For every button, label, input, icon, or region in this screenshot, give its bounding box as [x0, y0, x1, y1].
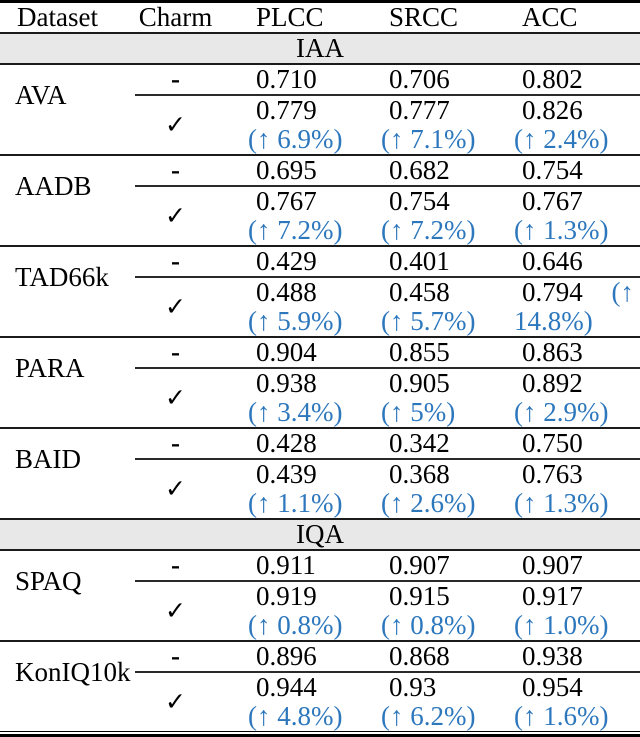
dataset-group — [0, 65, 640, 156]
dataset-name: AADB — [15, 170, 92, 201]
charm-value-line — [389, 582, 506, 611]
charm-metric-cell — [373, 96, 506, 154]
table-header-row — [0, 3, 640, 34]
dataset-name: KonIQ10k — [15, 656, 131, 687]
improvement-pct: (↑ 2.6%) — [381, 488, 476, 518]
improvement-pct: (↑ 1.6%) — [514, 701, 609, 731]
dataset-group — [0, 429, 640, 520]
dataset-group-metrics — [135, 551, 640, 640]
header-cell-plcc: PLCC — [256, 2, 324, 32]
checkmark-icon: ✓ — [165, 689, 186, 716]
charm-metric-cell — [373, 582, 506, 640]
improvement-pct: (↑ 3.4%) — [248, 397, 343, 427]
charm-value-line — [389, 369, 506, 398]
dataset-name: SPAQ — [15, 565, 82, 596]
dataset-name: PARA — [15, 352, 85, 383]
charm-metric-cell — [373, 369, 506, 427]
improvement-pct: (↑ 0.8%) — [248, 610, 343, 640]
charm-value-line — [522, 582, 640, 611]
charm-metric-cell — [240, 673, 373, 731]
dataset-name: BAID — [15, 443, 81, 474]
charm-metric-cell — [240, 187, 373, 245]
baseline-row — [135, 65, 640, 94]
charm-value: 0.892 — [522, 368, 583, 398]
dataset-group-metrics — [135, 247, 640, 336]
charm-value: 0.954 — [522, 672, 583, 702]
charm-value-line — [389, 278, 506, 307]
dataset-group-metrics — [135, 429, 640, 518]
charm-value: 0.938 — [256, 368, 317, 398]
baseline-srcc-value: 0.401 — [389, 246, 450, 276]
baseline-acc-value: 0.750 — [522, 428, 583, 458]
baseline-acc-value: 0.938 — [522, 641, 583, 671]
charm-value-line — [522, 187, 640, 216]
charm-value: 0.777 — [389, 95, 450, 125]
charm-value-line — [256, 673, 373, 702]
charm-row — [135, 460, 640, 518]
charm-value-line — [256, 187, 373, 216]
dataset-group-metrics — [135, 156, 640, 245]
improvement-pct: (↑ 1.3%) — [514, 215, 609, 245]
header-cell-acc: ACC — [522, 2, 578, 32]
section-band-iaa: IAA — [0, 34, 640, 65]
charm-metric-cell — [373, 187, 506, 245]
improvement-pct: (↑ 7.2%) — [381, 215, 476, 245]
charm-value: 0.368 — [389, 459, 450, 489]
charm-row — [135, 673, 640, 731]
dataset-name: AVA — [15, 79, 67, 110]
charm-metric-cell — [506, 460, 640, 518]
charm-row — [135, 369, 640, 427]
baseline-plcc-value: 0.429 — [256, 246, 317, 276]
baseline-srcc-value: 0.868 — [389, 641, 450, 671]
charm-value-line — [522, 673, 640, 702]
charm-metric-cell — [506, 187, 640, 245]
charm-value-line — [389, 673, 506, 702]
charm-value: 0.763 — [522, 459, 583, 489]
charm-value-line — [522, 96, 640, 125]
baseline-srcc-value: 0.706 — [389, 64, 450, 94]
improvement-pct: (↑ 1.1%) — [248, 488, 343, 518]
baseline-plcc-value: 0.904 — [256, 337, 317, 367]
charm-value-line — [522, 278, 640, 307]
dataset-group — [0, 156, 640, 247]
improvement-pct: (↑ 6.9%) — [248, 124, 343, 154]
charm-value: 0.488 — [256, 277, 317, 307]
charm-value: 0.767 — [256, 186, 317, 216]
dataset-group — [0, 338, 640, 429]
charm-metric-cell — [373, 278, 506, 336]
baseline-acc-value: 0.754 — [522, 155, 583, 185]
improvement-pct: (↑ 7.2%) — [248, 215, 343, 245]
dataset-group-metrics — [135, 65, 640, 154]
charm-row — [135, 96, 640, 154]
header-cell-charm: Charm — [138, 2, 213, 32]
charm-value: 0.944 — [256, 672, 317, 702]
charm-metric-cell — [506, 96, 640, 154]
charm-value-line — [522, 460, 640, 489]
baseline-plcc-value: 0.428 — [256, 428, 317, 458]
baseline-srcc-value: 0.907 — [389, 550, 450, 580]
charm-value-line — [256, 460, 373, 489]
checkmark-icon: ✓ — [165, 203, 186, 230]
charm-metric-cell — [506, 278, 640, 336]
dataset-group — [0, 247, 640, 338]
charm-metric-cell — [240, 278, 373, 336]
baseline-row — [135, 551, 640, 580]
charm-value-line — [256, 278, 373, 307]
baseline-plcc-value: 0.911 — [256, 550, 316, 580]
charm-value: 0.917 — [522, 581, 583, 611]
charm-value: 0.439 — [256, 459, 317, 489]
charm-value-line — [522, 369, 640, 398]
charm-value: 0.754 — [389, 186, 450, 216]
baseline-plcc-value: 0.896 — [256, 641, 317, 671]
checkmark-icon: ✓ — [165, 294, 186, 321]
improvement-pct: (↑ 1.0%) — [514, 610, 609, 640]
charm-absent-mark: - — [171, 64, 180, 94]
charm-value-line — [389, 96, 506, 125]
improvement-pct: (↑ 7.1%) — [381, 124, 476, 154]
baseline-row — [135, 247, 640, 276]
baseline-plcc-value: 0.695 — [256, 155, 317, 185]
header-cell-dataset: Dataset — [17, 2, 98, 32]
charm-absent-mark: - — [171, 428, 180, 458]
baseline-srcc-value: 0.342 — [389, 428, 450, 458]
charm-metric-cell — [373, 460, 506, 518]
baseline-row — [135, 642, 640, 671]
charm-absent-mark: - — [171, 550, 180, 580]
charm-metric-cell — [240, 582, 373, 640]
charm-value: 0.905 — [389, 368, 450, 398]
charm-metric-cell — [506, 582, 640, 640]
header-cell-srcc: SRCC — [389, 2, 459, 32]
improvement-pct: (↑ 0.8%) — [381, 610, 476, 640]
baseline-srcc-value: 0.855 — [389, 337, 450, 367]
dataset-group — [0, 642, 640, 731]
checkmark-icon: ✓ — [165, 385, 186, 412]
checkmark-icon: ✓ — [165, 598, 186, 625]
charm-absent-mark: - — [171, 246, 180, 276]
charm-value: 0.779 — [256, 95, 317, 125]
improvement-pct: (↑ 4.8%) — [248, 701, 343, 731]
dataset-group — [0, 551, 640, 642]
charm-row — [135, 278, 640, 336]
improvement-pct: (↑ 2.9%) — [514, 397, 609, 427]
checkmark-icon: ✓ — [165, 476, 186, 503]
table-body — [0, 34, 640, 731]
baseline-acc-value: 0.863 — [522, 337, 583, 367]
charm-metric-cell — [240, 369, 373, 427]
charm-value: 0.826 — [522, 95, 583, 125]
dataset-name: TAD66k — [15, 261, 109, 292]
charm-value: 0.794 — [522, 277, 583, 307]
charm-value-line — [256, 369, 373, 398]
improvement-pct: (↑ 5.7%) — [381, 306, 476, 336]
charm-metric-cell — [240, 96, 373, 154]
improvement-pct-inline: (↑ — [611, 277, 634, 307]
baseline-row — [135, 338, 640, 367]
improvement-pct: (↑ 1.3%) — [514, 488, 609, 518]
baseline-acc-value: 0.907 — [522, 550, 583, 580]
charm-absent-mark: - — [171, 641, 180, 671]
baseline-acc-value: 0.802 — [522, 64, 583, 94]
charm-row — [135, 582, 640, 640]
dataset-group-metrics — [135, 338, 640, 427]
improvement-pct: (↑ 5%) — [381, 397, 456, 427]
checkmark-icon: ✓ — [165, 112, 186, 139]
improvement-pct: (↑ 5.9%) — [248, 306, 343, 336]
charm-value: 0.915 — [389, 581, 450, 611]
charm-value-line — [389, 187, 506, 216]
charm-value-line — [256, 96, 373, 125]
charm-value: 0.919 — [256, 581, 317, 611]
charm-value: 0.767 — [522, 186, 583, 216]
improvement-pct: (↑ 2.4%) — [514, 124, 609, 154]
charm-value: 0.458 — [389, 277, 450, 307]
improvement-pct: 14.8%) — [514, 306, 593, 336]
dataset-group-metrics — [135, 642, 640, 731]
charm-absent-mark: - — [171, 155, 180, 185]
charm-absent-mark: - — [171, 337, 180, 367]
charm-metric-cell — [506, 673, 640, 731]
charm-metric-cell — [240, 460, 373, 518]
baseline-acc-value: 0.646 — [522, 246, 583, 276]
charm-value-line — [256, 582, 373, 611]
charm-metric-cell — [506, 369, 640, 427]
improvement-pct: (↑ 6.2%) — [381, 701, 476, 731]
baseline-row — [135, 156, 640, 185]
charm-value-line — [389, 460, 506, 489]
section-band-iqa: IQA — [0, 520, 640, 551]
baseline-srcc-value: 0.682 — [389, 155, 450, 185]
baseline-row — [135, 429, 640, 458]
charm-value: 0.93 — [389, 672, 437, 702]
charm-row — [135, 187, 640, 245]
baseline-plcc-value: 0.710 — [256, 64, 317, 94]
charm-metric-cell — [373, 673, 506, 731]
